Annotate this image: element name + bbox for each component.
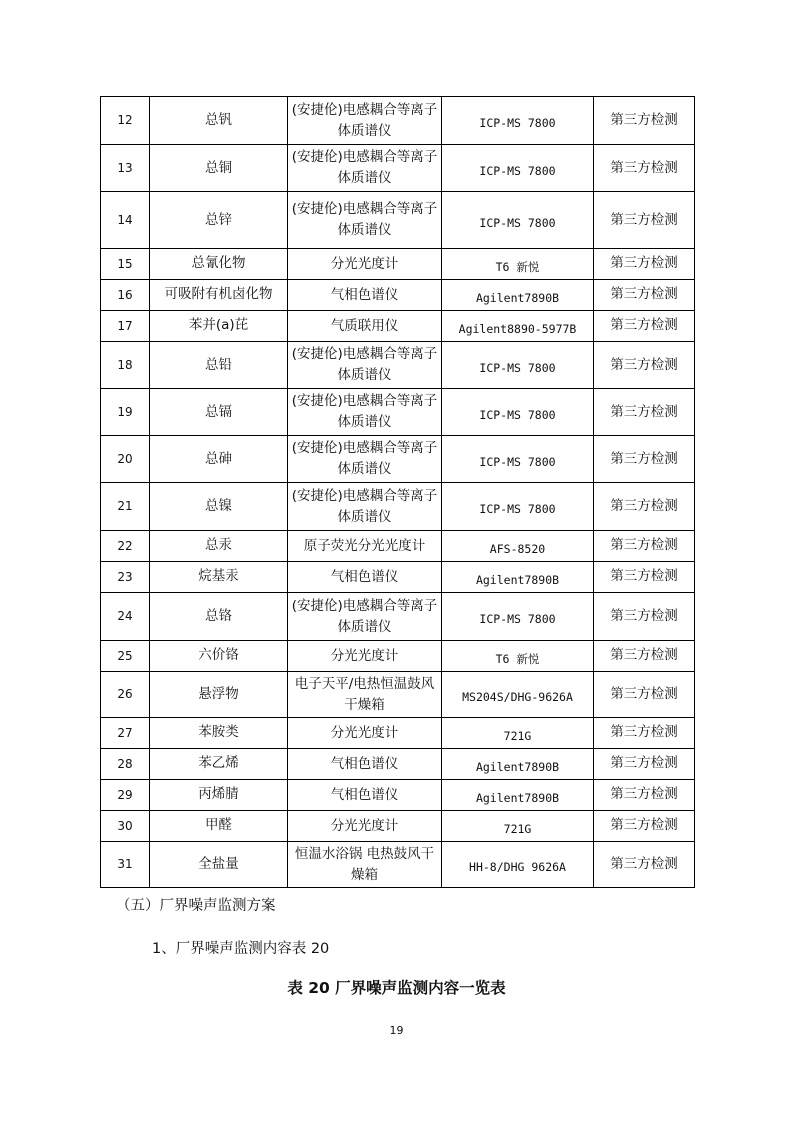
row-model: Agilent7890B [442,280,594,311]
row-instrument: 电子天平/电热恒温鼓风干燥箱 [288,672,442,718]
row-instrument: 原子荧光分光光度计 [288,531,442,562]
row-number: 24 [101,593,150,641]
row-method: 第三方检测 [594,531,695,562]
row-model: ICP-MS 7800 [442,593,594,641]
table-row [101,192,695,249]
row-method: 第三方检测 [594,249,695,280]
row-method: 第三方检测 [594,593,695,641]
row-model: Agilent8890-5977B [442,311,594,342]
row-method: 第三方检测 [594,311,695,342]
row-item: 苯胺类 [150,718,288,749]
row-method: 第三方检测 [594,641,695,672]
row-number: 31 [101,842,150,888]
table-row [101,97,695,145]
row-item: 甲醛 [150,811,288,842]
row-number: 25 [101,641,150,672]
row-number: 13 [101,145,150,192]
table-row [101,593,695,641]
row-number: 14 [101,192,150,249]
row-item: 苯并(a)芘 [150,311,288,342]
row-instrument: (安捷伦)电感耦合等离子体质谱仪 [288,593,442,641]
table-row [101,811,695,842]
row-item: 总铅 [150,342,288,389]
row-method: 第三方检测 [594,842,695,888]
row-item: 悬浮物 [150,672,288,718]
row-model: HH-8/DHG 9626A [442,842,594,888]
row-instrument: 气相色谱仪 [288,562,442,593]
page-number: 19 [389,1024,404,1037]
section-heading: （五）厂界噪声监测方案 [116,898,276,914]
row-model: ICP-MS 7800 [442,483,594,531]
row-instrument: 气相色谱仪 [288,280,442,311]
row-instrument: (安捷伦)电感耦合等离子体质谱仪 [288,97,442,145]
row-number: 28 [101,749,150,780]
row-item: 总镉 [150,389,288,436]
row-instrument: (安捷伦)电感耦合等离子体质谱仪 [288,342,442,389]
row-number: 12 [101,97,150,145]
table-row [101,780,695,811]
row-model: Agilent7890B [442,780,594,811]
row-instrument: 分光光度计 [288,249,442,280]
row-number: 15 [101,249,150,280]
row-method: 第三方检测 [594,192,695,249]
table-caption: 表 20 厂界噪声监测内容一览表 [287,979,506,997]
table-row [101,342,695,389]
row-instrument: 气相色谱仪 [288,780,442,811]
row-model: ICP-MS 7800 [442,145,594,192]
row-method: 第三方检测 [594,718,695,749]
row-model: ICP-MS 7800 [442,389,594,436]
row-instrument: 分光光度计 [288,718,442,749]
table-row [101,436,695,483]
table-row [101,718,695,749]
row-instrument: (安捷伦)电感耦合等离子体质谱仪 [288,483,442,531]
table-row [101,389,695,436]
row-model: ICP-MS 7800 [442,342,594,389]
row-model: MS204S/DHG-9626A [442,672,594,718]
row-method: 第三方检测 [594,562,695,593]
table-row [101,641,695,672]
row-number: 21 [101,483,150,531]
row-number: 17 [101,311,150,342]
row-item: 可吸附有机卤化物 [150,280,288,311]
row-instrument: (安捷伦)电感耦合等离子体质谱仪 [288,192,442,249]
row-number: 22 [101,531,150,562]
row-number: 27 [101,718,150,749]
table-row [101,531,695,562]
row-method: 第三方检测 [594,389,695,436]
row-method: 第三方检测 [594,483,695,531]
table-row [101,672,695,718]
row-model: Agilent7890B [442,749,594,780]
table-row [101,842,695,888]
row-item: 烷基汞 [150,562,288,593]
row-number: 20 [101,436,150,483]
row-method: 第三方检测 [594,342,695,389]
row-model: 721G [442,718,594,749]
row-item: 总氰化物 [150,249,288,280]
row-method: 第三方检测 [594,145,695,192]
row-item: 丙烯腈 [150,780,288,811]
row-item: 全盐量 [150,842,288,888]
row-instrument: 分光光度计 [288,641,442,672]
row-method: 第三方检测 [594,811,695,842]
table-row [101,249,695,280]
row-method: 第三方检测 [594,280,695,311]
table-row [101,749,695,780]
monitoring-table-body [101,97,695,888]
row-item: 总铜 [150,145,288,192]
row-model: ICP-MS 7800 [442,192,594,249]
row-number: 30 [101,811,150,842]
row-item: 总镍 [150,483,288,531]
row-instrument: 气相色谱仪 [288,749,442,780]
row-item: 六价铬 [150,641,288,672]
row-model: Agilent7890B [442,562,594,593]
row-model: T6 新悦 [442,249,594,280]
row-item: 苯乙烯 [150,749,288,780]
table-row [101,280,695,311]
row-instrument: 恒温水浴锅 电热鼓风干燥箱 [288,842,442,888]
row-number: 16 [101,280,150,311]
row-instrument: (安捷伦)电感耦合等离子体质谱仪 [288,389,442,436]
row-method: 第三方检测 [594,436,695,483]
row-model: AFS-8520 [442,531,594,562]
row-instrument: 分光光度计 [288,811,442,842]
row-model: ICP-MS 7800 [442,97,594,145]
subheading: 1、厂界噪声监测内容表 20 [152,941,330,957]
row-method: 第三方检测 [594,672,695,718]
row-number: 29 [101,780,150,811]
row-item: 总砷 [150,436,288,483]
row-method: 第三方检测 [594,749,695,780]
table-row [101,145,695,192]
row-model: 721G [442,811,594,842]
row-number: 18 [101,342,150,389]
row-instrument: (安捷伦)电感耦合等离子体质谱仪 [288,436,442,483]
row-item: 总锌 [150,192,288,249]
row-item: 总钒 [150,97,288,145]
table-row [101,562,695,593]
row-method: 第三方检测 [594,780,695,811]
monitoring-table [100,96,695,888]
row-model: T6 新悦 [442,641,594,672]
row-number: 26 [101,672,150,718]
row-item: 总汞 [150,531,288,562]
row-number: 23 [101,562,150,593]
table-row [101,483,695,531]
row-instrument: 气质联用仪 [288,311,442,342]
row-instrument: (安捷伦)电感耦合等离子体质谱仪 [288,145,442,192]
row-item: 总铬 [150,593,288,641]
row-method: 第三方检测 [594,97,695,145]
row-model: ICP-MS 7800 [442,436,594,483]
row-number: 19 [101,389,150,436]
table-row [101,311,695,342]
